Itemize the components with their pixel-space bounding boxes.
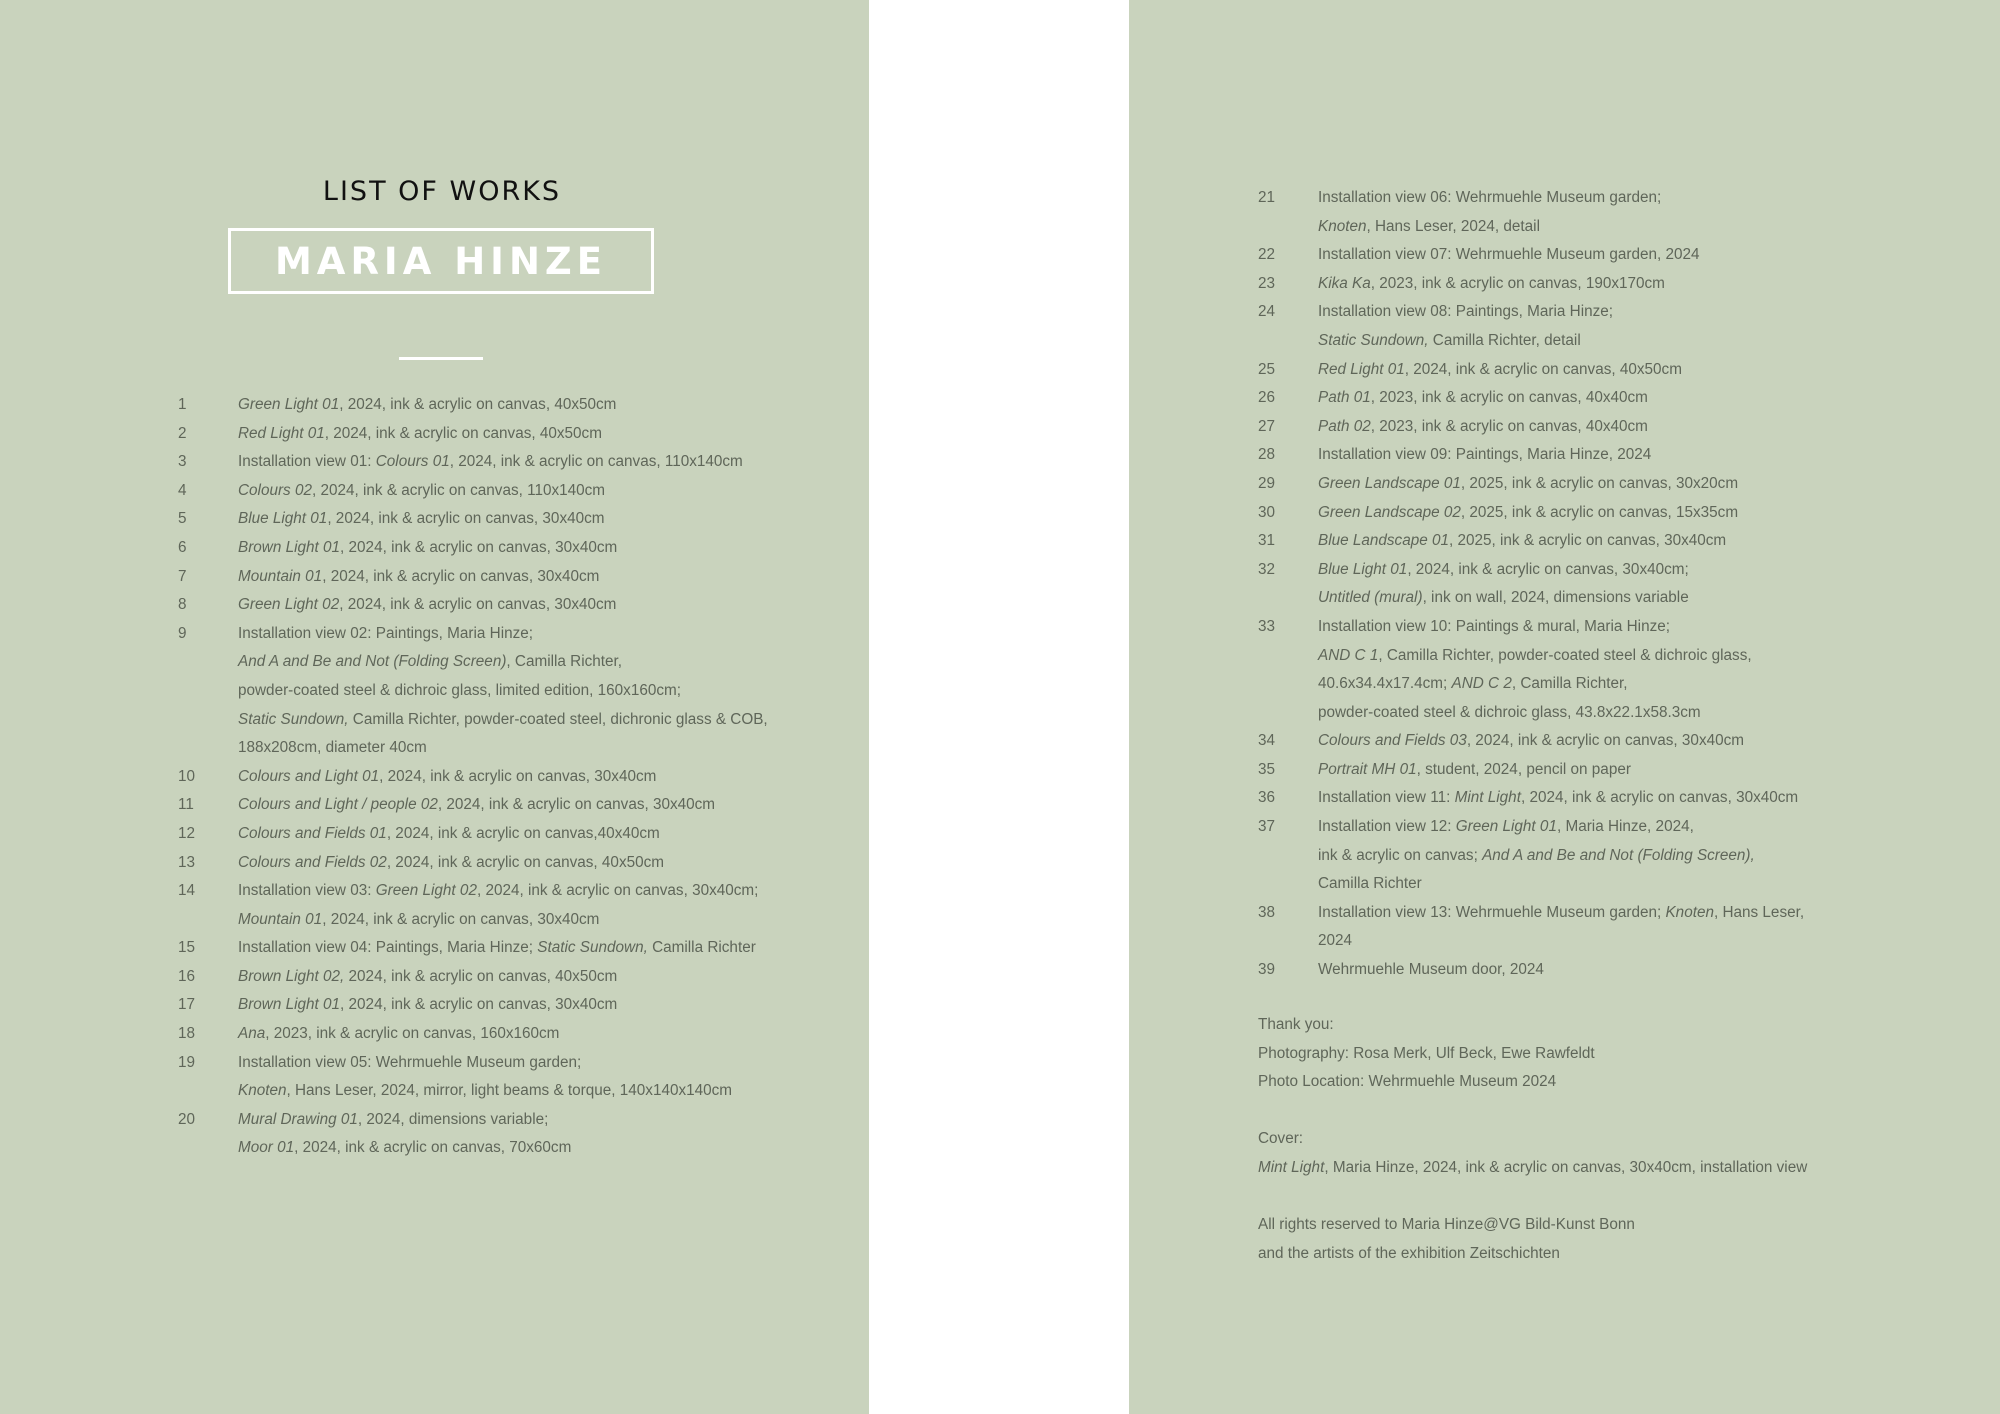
work-title: Portrait MH 01 (1318, 760, 1417, 778)
work-line (1318, 956, 1898, 985)
work-line (238, 906, 818, 935)
work-line (1318, 499, 1898, 528)
work-title: And A and Be and Not (Folding Screen), (1482, 846, 1755, 864)
work-text: , ink on wall, 2024, dimensions variable (1422, 589, 1689, 607)
cover-credit (1258, 1154, 1898, 1183)
work-title: AND C 2 (1451, 675, 1512, 693)
work-number: 1 (178, 396, 187, 413)
work-item (1258, 470, 1898, 499)
work-item (178, 849, 818, 878)
work-text: , 2024, ink & acrylic on canvas, 40x50cm (339, 396, 617, 413)
work-text: , Maria Hinze, 2024, (1556, 818, 1694, 836)
work-text: , Camilla Richter, powder-coated steel & dichroic glass, (1378, 646, 1752, 664)
work-description (1318, 613, 1898, 727)
work-title: Static Sundown, (1318, 331, 1429, 349)
work-text: , 2024, ink & acrylic on canvas, 30x40cm (1520, 789, 1799, 807)
work-title: Knoten (1665, 903, 1714, 921)
work-text: Installation view 08: Paintings, Maria Hinze; (1318, 303, 1614, 321)
work-title: Knoten (1318, 217, 1367, 235)
work-line (1318, 699, 1898, 728)
work-text: , 2024, ink & acrylic on canvas, 70x60cm (294, 1139, 572, 1157)
work-number: 37 (1258, 818, 1276, 836)
work-title: Colours and Fields 02 (238, 853, 387, 871)
work-item (178, 591, 818, 620)
work-item (178, 763, 818, 792)
work-description (238, 849, 818, 878)
work-number: 24 (1258, 303, 1276, 321)
work-title: Colours and Fields 03 (1318, 732, 1467, 750)
work-text: ink & acrylic on canvas; (1318, 846, 1483, 864)
work-text: , Hans Leser, (1713, 903, 1805, 921)
work-title: Colours 01 (375, 453, 450, 471)
work-number: 23 (1258, 274, 1276, 292)
work-item (178, 420, 818, 449)
work-title: Green Light 01 (1455, 818, 1557, 836)
work-text: , 2025, ink & acrylic on canvas, 30x40cm (1448, 532, 1727, 550)
work-line (238, 620, 818, 649)
work-line (238, 505, 818, 534)
work-number: 34 (1258, 732, 1276, 750)
work-text: , 2024, ink & acrylic on canvas, 30x40cm (1466, 732, 1744, 750)
work-title: Kika Ka (1318, 274, 1371, 292)
work-line (1318, 927, 1898, 956)
work-text: 188x208cm, diameter 40cm (238, 739, 427, 757)
work-description (1318, 356, 1898, 385)
work-description (238, 820, 818, 849)
work-description (1318, 184, 1898, 241)
work-description (238, 534, 818, 563)
work-item (1258, 298, 1898, 355)
work-number: 19 (178, 1053, 196, 1071)
works-list-left (178, 391, 818, 1163)
work-description (238, 934, 818, 963)
work-item (178, 1106, 818, 1163)
work-text: , 2024, ink & acrylic on canvas, 30x40cm; (1407, 560, 1689, 578)
thanks-block (1258, 1011, 1898, 1097)
work-description (238, 620, 818, 763)
work-description (1318, 270, 1898, 299)
work-text: , Camilla Richter, (1511, 675, 1628, 693)
work-text: , 2024, ink & acrylic on canvas, 30x40cm (339, 596, 617, 614)
work-item (178, 1049, 818, 1106)
work-line (1318, 298, 1898, 327)
work-text: , 2024, ink & acrylic on canvas, 30x40cm (322, 910, 600, 928)
work-item (1258, 813, 1898, 899)
work-number: 26 (1258, 389, 1276, 407)
work-item (1258, 184, 1898, 241)
work-line (238, 934, 818, 963)
work-item (1258, 499, 1898, 528)
work-text: Installation view 01: (238, 453, 376, 471)
artist-name: MARIA HINZE (274, 239, 608, 283)
work-title: Moor 01 (238, 1139, 295, 1157)
work-number: 36 (1258, 789, 1276, 807)
work-line (238, 477, 818, 506)
work-item (178, 620, 818, 763)
work-description (1318, 727, 1898, 756)
work-item (1258, 899, 1898, 956)
work-item (1258, 556, 1898, 613)
work-number: 4 (178, 481, 187, 499)
work-number: 2 (178, 424, 187, 442)
work-item (178, 448, 818, 477)
work-item (1258, 356, 1898, 385)
work-line (238, 1134, 818, 1163)
work-text: , 2025, ink & acrylic on canvas, 15x35cm (1460, 503, 1739, 521)
work-text: , 2025, ink & acrylic on canvas, 30x20cm (1460, 474, 1739, 492)
work-title: Blue Light 01 (238, 510, 328, 528)
work-number: 17 (178, 996, 196, 1014)
work-title: Static Sundown, (537, 939, 648, 957)
work-number: 5 (178, 510, 187, 528)
work-item (178, 534, 818, 563)
work-item (178, 820, 818, 849)
work-title: Green Landscape 02 (1318, 503, 1461, 521)
work-item (1258, 727, 1898, 756)
work-title: Path 02 (1318, 417, 1371, 435)
work-title: Mountain 01 (238, 910, 323, 928)
work-text: powder-coated steel & dichroic glass, 43.8x22.1x58.3cm (1318, 703, 1701, 721)
work-text: Installation view 09: Paintings, Maria Hinze, 2024 (1318, 446, 1652, 464)
work-text: Installation view 10: Paintings & mural, Maria Hinze; (1318, 617, 1670, 635)
work-text: , Hans Leser, 2024, mirror, light beams & torque, 140x140x140cm (286, 1082, 733, 1100)
work-line (1318, 241, 1898, 270)
work-item (1258, 270, 1898, 299)
work-description (238, 591, 818, 620)
work-line (238, 877, 818, 906)
work-line (238, 1020, 818, 1049)
work-text: , 2024, ink & acrylic on canvas, 30x40cm (340, 996, 618, 1014)
work-text: Installation view 12: (1318, 818, 1456, 836)
work-line (238, 563, 818, 592)
work-description (1318, 441, 1898, 470)
work-line (1318, 899, 1898, 928)
work-line (238, 391, 818, 420)
work-description (238, 791, 818, 820)
list-of-works-heading: LIST OF WORKS (322, 176, 562, 207)
work-title: Untitled (mural) (1318, 589, 1423, 607)
work-text: , 2023, ink & acrylic on canvas, 190x170cm (1370, 274, 1665, 292)
work-number: 20 (178, 1110, 196, 1128)
work-text: , 2023, ink & acrylic on canvas, 160x160cm (265, 1025, 560, 1043)
work-text: , Hans Leser, 2024, detail (1366, 217, 1540, 235)
work-title: Mountain 01 (238, 567, 323, 585)
rights-block (1258, 1211, 1898, 1268)
work-title: Red Light 01 (1318, 360, 1405, 378)
work-text: , 2024, ink & acrylic on canvas, 40x50cm (324, 424, 602, 442)
work-number: 25 (1258, 360, 1276, 378)
work-line (238, 534, 818, 563)
work-line (238, 448, 818, 477)
work-item (1258, 441, 1898, 470)
work-line (238, 849, 818, 878)
work-title: Mural Drawing 01 (238, 1110, 358, 1128)
work-line (238, 591, 818, 620)
work-text: Installation view 11: (1318, 789, 1455, 807)
work-text: Installation view 04: Paintings, Maria Hinze; (238, 939, 538, 957)
work-text: Wehrmuehle Museum door, 2024 (1318, 961, 1544, 979)
work-line (238, 991, 818, 1020)
work-text: Camilla Richter (1318, 875, 1422, 893)
work-line (238, 706, 818, 735)
work-line (1318, 842, 1898, 871)
work-title: Green Landscape 01 (1318, 474, 1461, 492)
work-description (238, 448, 818, 477)
work-text: Camilla Richter (647, 939, 756, 957)
work-number: 35 (1258, 760, 1276, 778)
photography-credit: Photography: Rosa Merk, Ulf Beck, Ewe Rawfeldt (1258, 1044, 1595, 1062)
work-number: 9 (178, 624, 187, 642)
work-text: Installation view 02: Paintings, Maria Hinze; (238, 624, 534, 642)
work-number: 12 (178, 824, 196, 842)
artist-name-box (228, 228, 654, 294)
work-text: , 2024, ink & acrylic on canvas, 30x40cm (437, 796, 716, 814)
work-line (238, 677, 818, 706)
work-line (1318, 527, 1898, 556)
work-item (178, 477, 818, 506)
work-number: 3 (178, 453, 187, 471)
work-description (1318, 470, 1898, 499)
work-item (1258, 527, 1898, 556)
work-text: , student, 2024, pencil on paper (1416, 760, 1631, 778)
work-line (1318, 413, 1898, 442)
work-description (1318, 813, 1898, 899)
work-number: 15 (178, 939, 196, 957)
work-text: Installation view 13: Wehrmuehle Museum garden; (1318, 903, 1666, 921)
work-line (238, 648, 818, 677)
work-description (238, 963, 818, 992)
work-text: , 2024, ink & acrylic on canvas, 30x40cm (322, 567, 600, 585)
work-number: 31 (1258, 532, 1276, 550)
work-number: 10 (178, 767, 196, 785)
work-line (1318, 384, 1898, 413)
work-line (1318, 441, 1898, 470)
cover-block (1258, 1125, 1898, 1182)
rights-line-1: All rights reserved to Maria Hinze@VG Bild-Kunst Bonn (1258, 1216, 1635, 1233)
work-line (1318, 784, 1898, 813)
work-description (238, 420, 818, 449)
work-item (178, 1020, 818, 1049)
work-item (178, 963, 818, 992)
work-line (1318, 356, 1898, 385)
work-description (1318, 756, 1898, 785)
work-description (1318, 556, 1898, 613)
work-description (238, 477, 818, 506)
work-number: 11 (178, 796, 194, 814)
work-line (1318, 470, 1898, 499)
cover-title: Mint Light (1258, 1158, 1325, 1176)
work-line (238, 1077, 818, 1106)
work-title: Colours and Light 01 (238, 767, 380, 785)
work-line (238, 1049, 818, 1078)
cover-label: Cover: (1258, 1130, 1304, 1147)
work-line (238, 963, 818, 992)
work-line (1318, 584, 1898, 613)
work-title: Colours and Light / people 02 (238, 796, 438, 814)
work-text: Camilla Richter, detail (1428, 331, 1581, 349)
thanks-label: Thank you: (1258, 1016, 1334, 1033)
photo-location: Photo Location: Wehrmuehle Museum 2024 (1258, 1073, 1557, 1091)
work-item (1258, 413, 1898, 442)
work-number: 29 (1258, 474, 1276, 492)
work-number: 27 (1258, 417, 1276, 435)
work-line (1318, 756, 1898, 785)
work-text: , 2024, ink & acrylic on canvas, 40x50cm (1404, 360, 1682, 378)
work-number: 32 (1258, 560, 1276, 578)
rights-line-2: and the artists of the exhibition Zeitschichten (1258, 1244, 1560, 1262)
work-line (1318, 327, 1898, 356)
work-line (238, 820, 818, 849)
work-description (238, 505, 818, 534)
work-description (1318, 241, 1898, 270)
work-description (1318, 899, 1898, 956)
work-title: Green Light 01 (238, 396, 340, 413)
work-item (1258, 956, 1898, 985)
work-line (1318, 184, 1898, 213)
work-text: , 2024, ink & acrylic on canvas,40x40cm (386, 824, 660, 842)
work-number: 16 (178, 967, 196, 985)
work-line (1318, 813, 1898, 842)
work-item (178, 877, 818, 934)
work-text: 40.6x34.4x17.4cm; (1318, 675, 1452, 693)
work-number: 28 (1258, 446, 1276, 464)
work-number: 18 (178, 1025, 196, 1043)
work-line (1318, 270, 1898, 299)
work-title: Blue Light 01 (1318, 560, 1408, 578)
work-description (238, 563, 818, 592)
works-list-right (1258, 184, 1898, 985)
work-text: , 2024, dimensions variable; (357, 1110, 549, 1128)
work-item (1258, 241, 1898, 270)
work-line (1318, 870, 1898, 899)
work-text: 2024, ink & acrylic on canvas, 40x50cm (344, 967, 618, 985)
work-line (1318, 642, 1898, 671)
work-title: AND C 1 (1318, 646, 1379, 664)
work-description (1318, 956, 1898, 985)
work-item (178, 991, 818, 1020)
work-text: , 2024, ink & acrylic on canvas, 30x40cm (340, 538, 618, 556)
work-title: And A and Be and Not (Folding Screen) (238, 653, 507, 671)
work-line (1318, 727, 1898, 756)
work-description (1318, 527, 1898, 556)
cover-details: , Maria Hinze, 2024, ink & acrylic on canvas, 30x40cm, installation view (1324, 1158, 1808, 1176)
divider-rule (399, 357, 483, 360)
work-text: Installation view 06: Wehrmuehle Museum garden; (1318, 189, 1662, 206)
work-description (1318, 384, 1898, 413)
work-number: 7 (178, 567, 187, 585)
work-text: Installation view 05: Wehrmuehle Museum garden; (238, 1053, 582, 1071)
work-description (1318, 298, 1898, 355)
work-title: Colours and Fields 01 (238, 824, 387, 842)
work-title: Knoten (238, 1082, 287, 1100)
work-text: powder-coated steel & dichroic glass, limited edition, 160x160cm; (238, 681, 681, 699)
work-line (1318, 556, 1898, 585)
work-text: Installation view 03: (238, 882, 376, 900)
work-title: Green Light 02 (375, 882, 477, 900)
work-item (178, 563, 818, 592)
work-title: Colours 02 (238, 481, 312, 499)
work-text: , Camilla Richter, (506, 653, 623, 671)
work-title: Green Light 02 (238, 596, 340, 614)
work-title: Blue Landscape 01 (1318, 532, 1449, 550)
work-title: Brown Light 01 (238, 996, 341, 1014)
work-text: Installation view 07: Wehrmuehle Museum garden, 2024 (1318, 246, 1700, 264)
work-text: , 2023, ink & acrylic on canvas, 40x40cm (1370, 389, 1648, 407)
work-title: Mint Light (1454, 789, 1521, 807)
work-line (238, 420, 818, 449)
work-text: , 2023, ink & acrylic on canvas, 40x40cm (1370, 417, 1648, 435)
work-item (1258, 613, 1898, 727)
work-item (178, 934, 818, 963)
work-line (1318, 670, 1898, 699)
work-number: 39 (1258, 961, 1276, 979)
work-number: 8 (178, 596, 187, 614)
work-title: Brown Light 02, (238, 967, 345, 985)
work-description (1318, 784, 1898, 813)
work-number: 13 (178, 853, 196, 871)
work-text: , 2024, ink & acrylic on canvas, 40x50cm (386, 853, 664, 871)
work-line (238, 1106, 818, 1135)
work-title: Ana (238, 1025, 266, 1043)
work-number: 6 (178, 538, 187, 556)
work-description (238, 1049, 818, 1106)
work-title: Static Sundown, (238, 710, 349, 728)
work-title: Red Light 01 (238, 424, 325, 442)
work-title: Brown Light 01 (238, 538, 341, 556)
work-description (238, 1020, 818, 1049)
work-text: , 2024, ink & acrylic on canvas, 110x140cm (311, 481, 606, 499)
work-line (238, 734, 818, 763)
work-description (238, 877, 818, 934)
work-title: Path 01 (1318, 389, 1371, 407)
work-number: 30 (1258, 503, 1276, 521)
work-description (238, 991, 818, 1020)
work-description (238, 391, 818, 420)
work-number: 21 (1258, 189, 1276, 206)
work-item (1258, 784, 1898, 813)
work-item (178, 391, 818, 420)
work-line (238, 763, 818, 792)
work-number: 22 (1258, 246, 1276, 264)
work-number: 14 (178, 882, 196, 900)
work-description (1318, 413, 1898, 442)
work-line (1318, 613, 1898, 642)
work-number: 38 (1258, 903, 1276, 921)
work-item (178, 505, 818, 534)
work-text: Camilla Richter, powder-coated steel, dichronic glass & COB, (348, 710, 768, 728)
work-text: , 2024, ink & acrylic on canvas, 30x40cm; (476, 882, 759, 900)
work-text: 2024 (1318, 932, 1353, 950)
work-item (1258, 756, 1898, 785)
work-line (238, 791, 818, 820)
work-description (238, 763, 818, 792)
work-text: , 2024, ink & acrylic on canvas, 30x40cm (327, 510, 605, 528)
work-text: , 2024, ink & acrylic on canvas, 30x40cm (379, 767, 657, 785)
work-text: , 2024, ink & acrylic on canvas, 110x140cm (449, 453, 743, 471)
work-line (1318, 213, 1898, 242)
work-item (1258, 384, 1898, 413)
work-description (1318, 499, 1898, 528)
work-description (238, 1106, 818, 1163)
work-item (178, 791, 818, 820)
work-number: 33 (1258, 617, 1276, 635)
